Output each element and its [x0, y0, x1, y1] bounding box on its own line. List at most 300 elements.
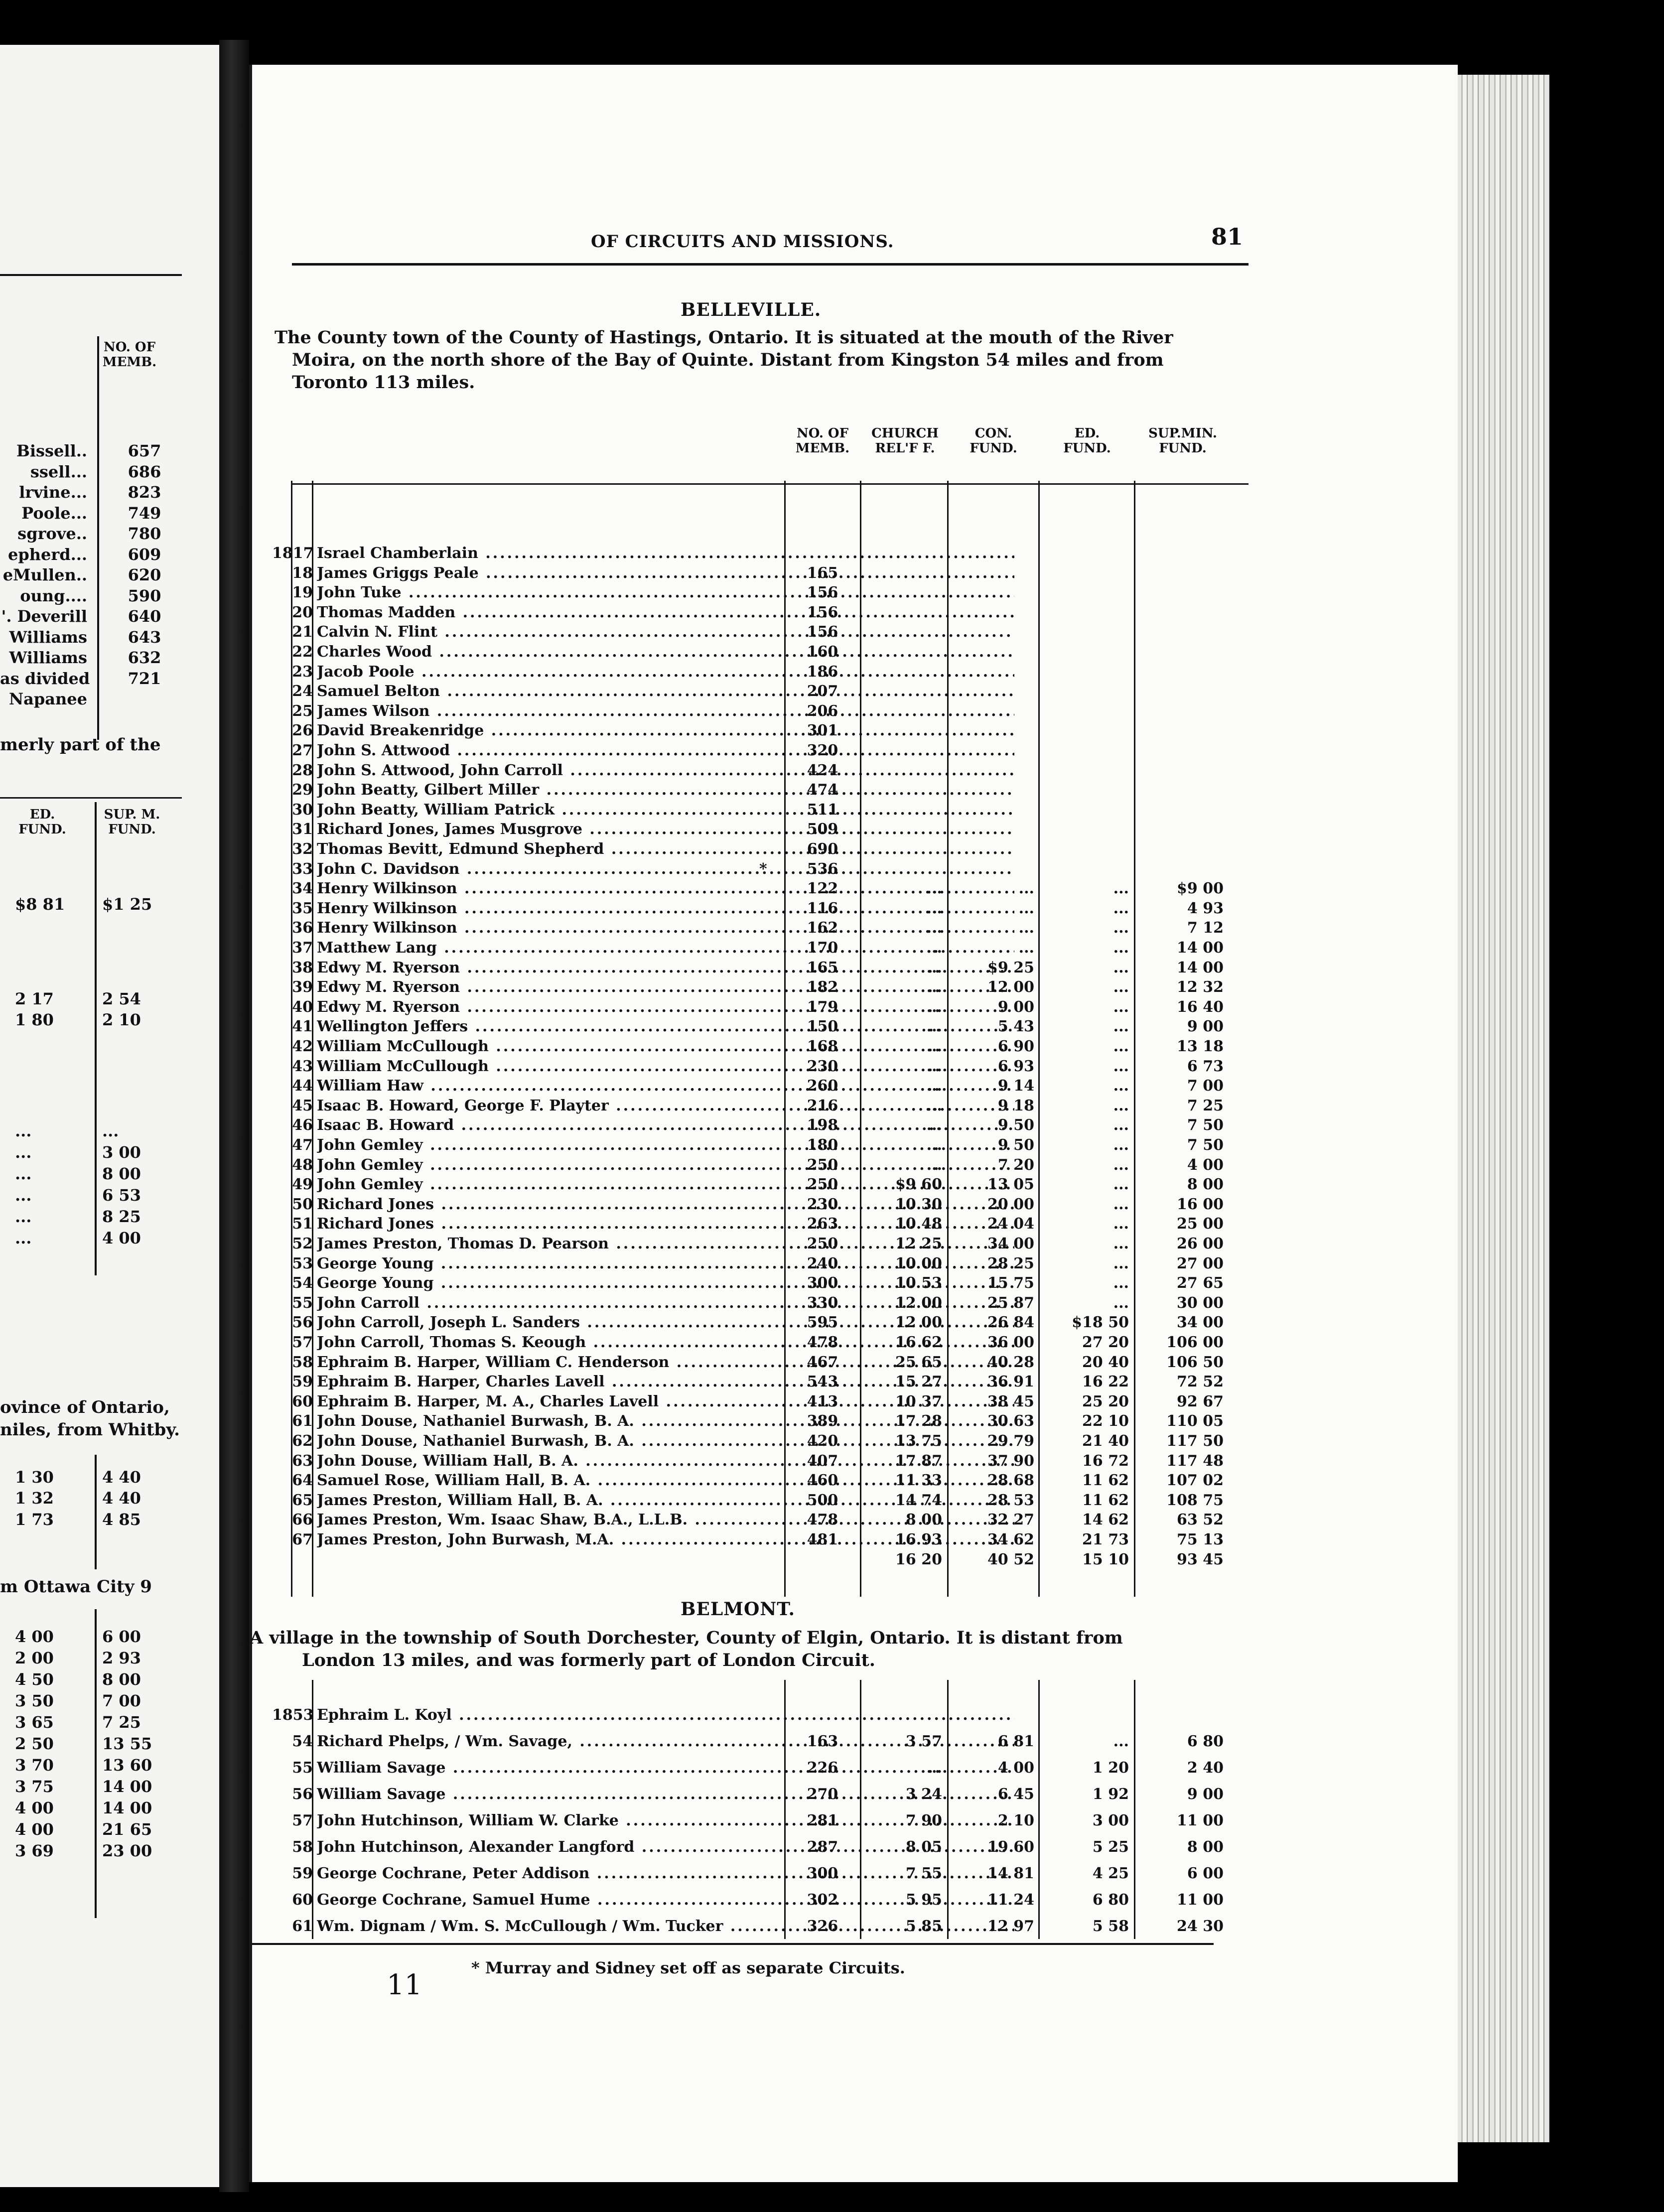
row-con-fund: 6 90: [997, 1038, 1034, 1055]
row-church-relief: 10 00: [895, 1254, 942, 1272]
row-sup-fund: 7 50: [1187, 1136, 1224, 1154]
row-year: 66: [292, 1511, 313, 1529]
left-ed-value: ...: [15, 1143, 32, 1162]
row-church-relief: 10 37: [895, 1392, 942, 1410]
row-preachers: Calvin N. Flint .....: [317, 622, 1014, 642]
left-row-memb: 620: [128, 565, 161, 584]
row-year: 40: [292, 998, 313, 1016]
left-page: [0, 45, 219, 2187]
row-year: 57: [292, 1334, 313, 1351]
row-year: 44: [292, 1077, 313, 1095]
row-members: 326: [807, 1918, 838, 1935]
row-year: 59: [292, 1373, 313, 1391]
row-con-fund: 2 10: [997, 1812, 1034, 1829]
row-year: 55: [292, 1759, 313, 1777]
left-top-rule: [0, 274, 182, 276]
table-row: [252, 780, 1458, 800]
left-sup-value: 4 40: [102, 1489, 141, 1508]
column-header: [864, 426, 946, 456]
row-preachers: Richard Jones .....: [317, 1214, 1014, 1234]
row-members: 260: [807, 1077, 838, 1095]
row-members: 481: [807, 1531, 838, 1548]
left-row-memb: 632: [128, 648, 161, 667]
left-row-name: eMullen..: [2, 565, 87, 584]
row-church-relief: 8 05: [905, 1838, 942, 1856]
row-sup-fund: 7 00: [1187, 1077, 1224, 1095]
row-sup-fund: 7 25: [1187, 1097, 1224, 1114]
left-ed-value: ...: [15, 1121, 32, 1140]
row-sup-fund: $9 00: [1177, 880, 1224, 898]
row-year: 18: [292, 564, 313, 582]
table-row: [252, 1758, 1458, 1778]
row-church-relief: ...: [926, 1057, 942, 1075]
row-con-fund: 6 45: [997, 1786, 1034, 1803]
row-preachers: Edwy M. Ryerson .....: [317, 958, 1014, 978]
header-line: SUP.MIN.: [1148, 426, 1217, 441]
table-row: [252, 1253, 1458, 1274]
row-year: 33: [292, 860, 313, 878]
left-ed-value: ...: [15, 1186, 32, 1205]
row-preachers: John Douse, Nathaniel Burwash, B. A. .....: [317, 1431, 1014, 1451]
row-ed-fund: ...: [1113, 1038, 1129, 1055]
row-members: 595: [807, 1314, 838, 1332]
row-members: 156: [807, 623, 838, 641]
row-members: 156: [807, 584, 838, 602]
row-sup-fund: 14 00: [1177, 959, 1224, 976]
table-row: [252, 1916, 1458, 1936]
row-sup-fund: 4 00: [1187, 1156, 1224, 1174]
row-ed-fund: 21 73: [1082, 1531, 1129, 1548]
row-year: 25: [292, 702, 313, 720]
row-ed-fund: ...: [1113, 1215, 1129, 1233]
row-preachers: Jacob Poole .....: [317, 662, 1014, 682]
belleville-desc-3: Toronto 113 miles.: [292, 372, 475, 393]
table-row: [252, 800, 1458, 820]
row-con-fund: 12 00: [987, 978, 1034, 996]
row-sup-fund: 9 00: [1187, 1786, 1224, 1803]
row-church-relief: 13 75: [895, 1432, 942, 1450]
left-row-memb: 721: [128, 669, 161, 688]
row-year: 47: [292, 1136, 313, 1154]
row-preachers: Edwy M. Ryerson .....: [317, 997, 1014, 1017]
row-church-relief: ...: [926, 1077, 942, 1095]
row-ed-fund: 11 62: [1082, 1472, 1129, 1490]
row-preachers: Ephraim L. Koyl .....: [317, 1705, 1014, 1725]
row-church-relief: ...: [926, 1759, 942, 1777]
row-ed-fund: ...: [1113, 1077, 1129, 1095]
header-line: SUP. M.: [104, 807, 160, 822]
row-footnote-mark: *: [759, 860, 767, 878]
table-row: [252, 701, 1458, 721]
row-members: 156: [807, 603, 838, 621]
table-row: [252, 1293, 1458, 1313]
table-row: [252, 1810, 1458, 1831]
row-church-relief: 17 87: [895, 1452, 942, 1470]
row-sup-fund: 2 40: [1187, 1759, 1224, 1777]
row-con-fund: 7 20: [997, 1156, 1034, 1174]
left-row-memb: 609: [128, 545, 161, 564]
row-church-relief: 12 25: [895, 1235, 942, 1252]
row-members: 536: [807, 860, 838, 878]
header-line: NO. OF: [796, 426, 849, 441]
row-ed-fund: ...: [1113, 1136, 1129, 1154]
row-preachers: John Carroll, Joseph L. Sanders .....: [317, 1312, 1014, 1333]
left-row-name: Napanee: [8, 690, 87, 708]
left-row-name: oung....: [20, 586, 87, 605]
table-row: [252, 740, 1458, 761]
row-year: 21: [292, 623, 313, 641]
row-members: 250: [807, 1156, 838, 1174]
row-year: 60: [292, 1891, 313, 1909]
row-year: 20: [292, 603, 313, 621]
row-preachers: John Beatty, William Patrick .....: [317, 800, 1014, 820]
left-sup-value: 2 10: [102, 1010, 141, 1029]
left-ed-value: 2 50: [15, 1734, 54, 1753]
row-ed-fund: ...: [1113, 1176, 1129, 1194]
row-members: 478: [807, 1334, 838, 1351]
left-row-memb: 780: [128, 524, 161, 543]
row-con-fund: 6 93: [997, 1057, 1034, 1075]
row-church-relief: 12 00: [895, 1314, 942, 1332]
row-year: 26: [292, 722, 313, 740]
row-preachers: John S. Attwood .....: [317, 740, 1014, 761]
row-preachers: William Savage .....: [317, 1784, 1014, 1804]
row-sup-fund: 117 50: [1166, 1432, 1224, 1450]
row-church-relief: ...: [926, 939, 942, 957]
left-sup-value: 4 00: [102, 1229, 141, 1247]
row-year: 56: [292, 1314, 313, 1332]
row-sup-fund: 9 00: [1187, 1018, 1224, 1036]
table-row: [252, 1490, 1458, 1511]
row-members: 240: [807, 1254, 838, 1272]
row-con-fund: 36 00: [987, 1334, 1034, 1351]
left-ed-value: 4 00: [15, 1627, 54, 1646]
page-number: 81: [1211, 223, 1244, 250]
row-ed-fund: ...: [1113, 899, 1129, 917]
row-ed-fund: 5 58: [1092, 1918, 1129, 1935]
row-con-fund: 13 05: [987, 1176, 1034, 1194]
row-church-relief: 7 55: [905, 1865, 942, 1882]
row-sup-fund: 8 00: [1187, 1176, 1224, 1194]
left-ed-value: 3 65: [15, 1713, 54, 1732]
row-sup-fund: 11 00: [1177, 1891, 1224, 1909]
row-ed-fund: 16 72: [1082, 1452, 1129, 1470]
header-line: FUND.: [108, 822, 156, 837]
row-members: 226: [807, 1759, 838, 1777]
header-line: ED.: [1074, 426, 1100, 441]
row-sup-fund: 6 00: [1187, 1865, 1224, 1882]
row-ed-fund: 14 62: [1082, 1511, 1129, 1529]
row-preachers: Samuel Belton .....: [317, 681, 1014, 701]
header-line: FUND.: [1063, 441, 1111, 456]
row-preachers: Edwy M. Ryerson .....: [317, 977, 1014, 997]
row-sup-fund: 27 00: [1177, 1254, 1224, 1272]
column-header: [1138, 426, 1228, 456]
left-column-rule: [97, 336, 99, 740]
left-ed-value: 3 75: [15, 1777, 54, 1796]
row-year: 35: [292, 899, 313, 917]
header-line: REL'F F.: [875, 441, 935, 456]
table-row: [252, 1115, 1458, 1135]
table-row: [252, 1549, 1458, 1570]
row-ed-fund: ...: [1113, 1018, 1129, 1036]
row-church-relief: 14 74: [895, 1491, 942, 1509]
left-sup-value: 7 25: [102, 1713, 141, 1732]
row-preachers: George Cochrane, Samuel Hume .....: [317, 1890, 1014, 1910]
row-church-relief: 5 85: [905, 1918, 942, 1935]
row-year: 27: [292, 742, 313, 759]
left-sup-value: 6 53: [102, 1186, 141, 1205]
row-church-relief: ...: [926, 998, 942, 1016]
row-members: 509: [807, 821, 838, 838]
row-preachers: John Hutchinson, Alexander Langford .....: [317, 1837, 1014, 1857]
table-row: [252, 1352, 1458, 1373]
row-year: 64: [292, 1472, 313, 1490]
row-members: 250: [807, 1176, 838, 1194]
row-preachers: Richard Jones, James Musgrove .....: [317, 819, 1014, 839]
row-ed-fund: 25 20: [1082, 1392, 1129, 1410]
row-year: 52: [292, 1235, 313, 1252]
row-year: 58: [292, 1353, 313, 1371]
main-page: [249, 65, 1458, 2182]
row-members: 116: [807, 899, 838, 917]
left-ed-value: 4 00: [15, 1798, 54, 1817]
row-members: 250: [807, 1235, 838, 1252]
left-row-name: sgrove..: [17, 524, 87, 543]
row-church-relief: 7 90: [905, 1812, 942, 1829]
row-year: 61: [292, 1412, 313, 1430]
row-ed-fund: 22 10: [1082, 1412, 1129, 1430]
left-row-memb: 823: [128, 483, 161, 502]
left-ed-value: 2 17: [15, 989, 54, 1008]
row-sup-fund: 106 00: [1166, 1334, 1224, 1351]
row-year: 54: [292, 1274, 313, 1292]
row-church-relief: ...: [926, 978, 942, 996]
left-ed-value: ...: [15, 1164, 32, 1183]
left-sup-value: 3 00: [102, 1143, 141, 1162]
row-members: 163: [807, 1733, 838, 1750]
left-sup-value: 8 25: [102, 1207, 141, 1226]
row-sup-fund: 26 00: [1177, 1235, 1224, 1252]
row-ed-fund: 15 10: [1082, 1550, 1129, 1568]
row-church-relief: 11 33: [895, 1472, 942, 1490]
table-row: [252, 642, 1458, 662]
row-year: 37: [292, 939, 313, 957]
left-row-name: Bissell..: [16, 441, 87, 460]
row-members: 198: [807, 1116, 838, 1134]
table-row: [252, 1431, 1458, 1451]
row-church-relief: 16 20: [895, 1550, 942, 1568]
table-row: [252, 839, 1458, 859]
row-members: 162: [807, 919, 838, 937]
header-line: MEMB.: [102, 355, 157, 370]
row-sup-fund: 11 00: [1177, 1812, 1224, 1829]
column-header: [788, 426, 857, 456]
row-sup-fund: 75 13: [1177, 1531, 1224, 1548]
row-year: 51: [292, 1215, 313, 1233]
table-row: [252, 1096, 1458, 1116]
left-ed-value: $8 81: [15, 895, 65, 914]
row-year: 43: [292, 1057, 313, 1075]
table-row: [252, 1529, 1458, 1550]
left-column-rule: [95, 802, 97, 1275]
row-members: 281: [807, 1812, 838, 1829]
row-con-fund: 30 63: [987, 1412, 1034, 1430]
row-church-relief: ...: [926, 959, 942, 976]
left-row-memb: 643: [128, 627, 161, 647]
row-sup-fund: 12 32: [1177, 978, 1224, 996]
table-row: [252, 1214, 1458, 1234]
row-preachers: John Carroll .....: [317, 1293, 1014, 1313]
row-con-fund: 9 50: [997, 1136, 1034, 1154]
row-con-fund: 19 60: [987, 1838, 1034, 1856]
left-sup-value: 8 00: [102, 1670, 141, 1689]
row-preachers: William Haw .....: [317, 1076, 1014, 1096]
row-ed-fund: 20 40: [1082, 1353, 1129, 1371]
row-year: 59: [292, 1865, 313, 1882]
table-row: [252, 1837, 1458, 1857]
left-sup-value: 23 00: [102, 1841, 152, 1860]
row-ed-fund: ...: [1113, 998, 1129, 1016]
row-ed-fund: ...: [1113, 1235, 1129, 1252]
bottom-rule: [252, 1943, 1214, 1945]
row-con-fund: 5 43: [997, 1018, 1034, 1036]
left-row-name: Poole...: [21, 503, 87, 523]
left-row-name: '. Deverill: [1, 607, 87, 626]
column-header: [1042, 426, 1132, 456]
row-preachers: Isaac B. Howard .....: [317, 1115, 1014, 1135]
left-ed-value: ...: [15, 1229, 32, 1247]
row-con-fund: 28 68: [987, 1472, 1034, 1490]
row-preachers: George Cochrane, Peter Addison .....: [317, 1863, 1014, 1884]
row-sup-fund: 110 05: [1166, 1412, 1224, 1430]
row-members: 287: [807, 1838, 838, 1856]
row-members: 300: [807, 1274, 838, 1292]
header-line: CON.: [974, 426, 1012, 441]
row-preachers: George Young .....: [317, 1273, 1014, 1293]
table-row: [252, 582, 1458, 603]
row-church-relief: 10 48: [895, 1215, 942, 1233]
row-con-fund: 40 52: [987, 1550, 1034, 1568]
row-year: 53: [292, 1254, 313, 1272]
row-preachers: Richard Jones .....: [317, 1194, 1014, 1215]
row-con-fund: ...: [1018, 919, 1034, 937]
table-row: [252, 1705, 1458, 1725]
row-ed-fund: ...: [1113, 978, 1129, 996]
table-row: [252, 563, 1458, 583]
header-line: ED.: [29, 807, 55, 822]
row-preachers: John Tuke .....: [317, 582, 1014, 603]
table-row: [252, 602, 1458, 623]
row-members: 407: [807, 1452, 838, 1470]
row-ed-fund: ...: [1113, 1156, 1129, 1174]
row-members: 320: [807, 742, 838, 759]
row-year: 28: [292, 761, 313, 779]
book-gutter: [219, 40, 249, 2192]
row-members: 330: [807, 1294, 838, 1312]
table-row: [252, 1332, 1458, 1353]
belleville-desc-2: Moira, on the north shore of the Bay of Quinte. Distant from Kingston 54 miles and from: [292, 350, 1164, 370]
row-preachers: James Preston, John Burwash, M.A. .....: [317, 1529, 1014, 1550]
row-sup-fund: 6 73: [1187, 1057, 1224, 1075]
row-con-fund: 38 45: [987, 1392, 1034, 1410]
row-preachers: John Gemley .....: [317, 1174, 1014, 1195]
row-con-fund: 6 81: [997, 1733, 1034, 1750]
row-year: 63: [292, 1452, 313, 1470]
row-year: 32: [292, 840, 313, 858]
table-row: [252, 543, 1458, 563]
row-church-relief: 10 30: [895, 1195, 942, 1213]
row-church-relief: ...: [926, 1156, 942, 1174]
row-year: 42: [292, 1038, 313, 1055]
row-sup-fund: 24 30: [1177, 1918, 1224, 1935]
row-church-relief: ...: [926, 1116, 942, 1134]
row-con-fund: 15 75: [987, 1274, 1034, 1292]
row-ed-fund: 5 25: [1092, 1838, 1129, 1856]
row-church-relief: ...: [926, 899, 942, 917]
row-year: 31: [292, 821, 313, 838]
left-sup-value: 14 00: [102, 1798, 152, 1817]
left-row-memb: 686: [128, 462, 161, 481]
row-members: 300: [807, 1865, 838, 1882]
left-sup-value: 4 85: [102, 1510, 141, 1529]
row-preachers: William McCullough .....: [317, 1036, 1014, 1057]
row-sup-fund: 8 00: [1187, 1838, 1224, 1856]
row-con-fund: 32 27: [987, 1511, 1034, 1529]
left-sup-value: 13 55: [102, 1734, 152, 1753]
column-header: [951, 426, 1036, 456]
row-members: 160: [807, 643, 838, 661]
row-members: 467: [807, 1353, 838, 1371]
row-preachers: Henry Wilkinson .....: [317, 898, 1014, 919]
row-members: 263: [807, 1215, 838, 1233]
row-year: 57: [292, 1812, 313, 1829]
row-preachers: Thomas Bevitt, Edmund Shepherd .....: [317, 839, 1014, 859]
left-ed-value: 1 80: [15, 1010, 54, 1029]
row-ed-fund: ...: [1113, 1294, 1129, 1312]
row-preachers: Isaac B. Howard, George F. Playter .....: [317, 1096, 1014, 1116]
left-sup-value: $1 25: [102, 895, 152, 914]
left-sup-value: 7 00: [102, 1691, 141, 1710]
left-sup-value: 8 00: [102, 1164, 141, 1183]
table-row: [252, 958, 1458, 978]
row-year: 1853: [272, 1706, 314, 1724]
row-con-fund: 26 84: [987, 1314, 1034, 1332]
table-row: [252, 662, 1458, 682]
table-row: [252, 1372, 1458, 1392]
left-ed-value: 4 50: [15, 1670, 54, 1689]
row-year: 48: [292, 1156, 313, 1174]
row-con-fund: 11 24: [987, 1891, 1034, 1909]
row-ed-fund: ...: [1113, 939, 1129, 957]
table-row: [252, 1890, 1458, 1910]
left-ed-value: 1 73: [15, 1510, 54, 1529]
left-sup-value: 2 93: [102, 1649, 141, 1667]
row-members: 389: [807, 1412, 838, 1430]
left-sup-value: 2 54: [102, 989, 141, 1008]
row-members: 302: [807, 1891, 838, 1909]
row-ed-fund: ...: [1113, 919, 1129, 937]
table-row: [252, 1056, 1458, 1077]
row-church-relief: 17 28: [895, 1412, 942, 1430]
row-year: 55: [292, 1294, 313, 1312]
row-members: 474: [807, 781, 838, 799]
table-row: [252, 720, 1458, 741]
row-con-fund: 9 00: [997, 998, 1034, 1016]
row-sup-fund: 92 67: [1177, 1392, 1224, 1410]
table-row: [252, 681, 1458, 701]
row-con-fund: 36 91: [987, 1373, 1034, 1391]
